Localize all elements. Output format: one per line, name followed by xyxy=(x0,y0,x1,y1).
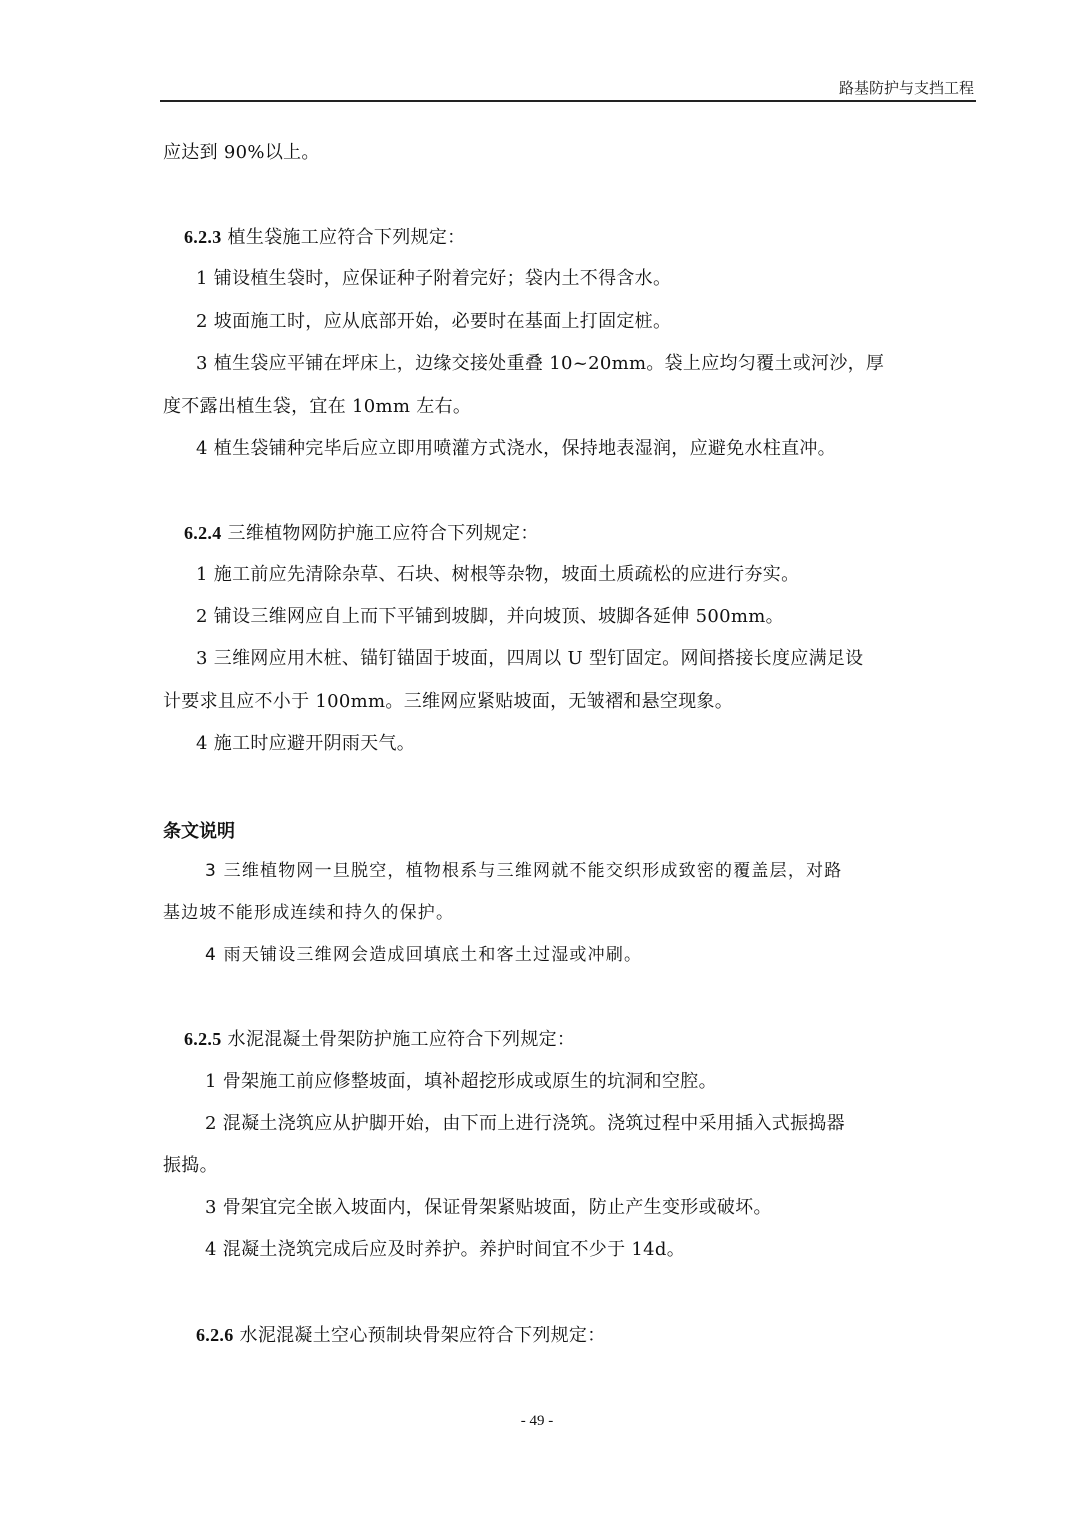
clause-line: 1 铺设植生袋时，应保证种子附着完好；袋内土不得含水。 xyxy=(196,268,672,289)
section-heading-6-2-6 xyxy=(196,1324,606,1347)
section-title: 植生袋施工应符合下列规定： xyxy=(227,227,466,248)
section-number: 6.2.3 xyxy=(184,227,222,247)
clause-line: 2 坡面施工时，应从底部开始，必要时在基面上打固定桩。 xyxy=(196,311,672,332)
section-heading-6-2-3 xyxy=(184,226,465,249)
section-heading-6-2-4 xyxy=(184,522,539,545)
section-number: 6.2.6 xyxy=(196,1325,234,1345)
explanation-line: 3 三维植物网一旦脱空，植物根系与三维网就不能交织形成致密的覆盖层，对路 xyxy=(205,861,843,881)
clause-line: 4 植生袋铺种完毕后应立即用喷灌方式浇水，保持地表湿润，应避免水柱直冲。 xyxy=(196,438,836,459)
section-number: 6.2.4 xyxy=(184,523,222,543)
clause-line: 2 混凝土浇筑应从护脚开始，由下而上进行浇筑。浇筑过程中采用插入式振捣器 xyxy=(205,1113,845,1134)
section-title: 三维植物网防护施工应符合下列规定： xyxy=(227,523,539,544)
section-number: 6.2.5 xyxy=(184,1029,222,1049)
clause-line: 2 铺设三维网应自上而下平铺到坡脚，并向坡顶、坡脚各延伸 500mm。 xyxy=(196,606,784,627)
explanation-line: 基边坡不能形成连续和持久的保护。 xyxy=(163,903,455,923)
clause-line: 1 骨架施工前应修整坡面，填补超挖形成或原生的坑洞和空腔。 xyxy=(205,1071,717,1092)
clause-line: 3 骨架宜完全嵌入坡面内，保证骨架紧贴坡面，防止产生变形或破坏。 xyxy=(205,1197,772,1218)
clause-line: 1 施工前应先清除杂草、石块、树根等杂物，坡面土质疏松的应进行夯实。 xyxy=(196,564,800,585)
clause-line: 4 施工时应避开阴雨天气。 xyxy=(196,733,416,754)
section-heading-6-2-5 xyxy=(184,1028,575,1051)
clause-line: 3 植生袋应平铺在坪床上，边缘交接处重叠 10~20mm。袋上应均匀覆土或河沙，厚 xyxy=(196,353,885,374)
explanation-line: 4 雨天铺设三维网会造成回填底土和客土过湿或冲刷。 xyxy=(205,945,643,965)
clause-line: 3 三维网应用木桩、锚钉锚固于坡面，四周以 U 型钉固定。网间搭接长度应满足设 xyxy=(196,648,864,669)
continuation-text: 应达到 90%以上。 xyxy=(163,142,320,163)
explanation-title: 条文说明 xyxy=(163,821,235,842)
section-title: 水泥混凝土骨架防护施工应符合下列规定： xyxy=(227,1029,576,1050)
header-title: 路基防护与支挡工程 xyxy=(838,79,974,97)
clause-line: 4 混凝土浇筑完成后应及时养护。养护时间宜不少于 14d。 xyxy=(205,1239,686,1260)
section-title: 水泥混凝土空心预制块骨架应符合下列规定： xyxy=(239,1325,606,1346)
clause-line: 度不露出植生袋，宜在 10mm 左右。 xyxy=(163,396,472,417)
clause-line: 计要求且应不小于 100mm。三维网应紧贴坡面，无皱褶和悬空现象。 xyxy=(163,691,734,712)
header-rule xyxy=(160,100,976,102)
page-number: - 49 - xyxy=(520,1413,554,1429)
clause-line: 振捣。 xyxy=(163,1155,218,1176)
